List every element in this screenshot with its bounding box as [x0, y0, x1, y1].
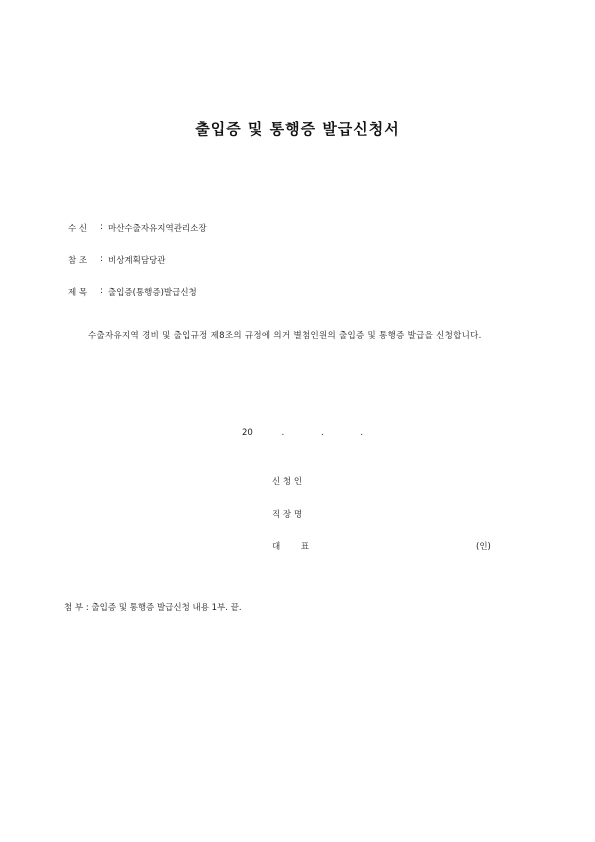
subject-colon: : — [100, 286, 103, 296]
company-name-label: 직 장 명 — [272, 510, 303, 520]
representative-label: 대 표 — [272, 542, 310, 552]
recipient-value: 마산수출자유지역관리소장 — [108, 224, 207, 234]
date-line — [242, 428, 363, 438]
applicant-label: 신 청 인 — [272, 477, 303, 487]
date-dot-year: . — [281, 428, 285, 438]
reference-value: 비상계획담당관 — [108, 256, 166, 266]
subject-label: 제 목 — [68, 288, 88, 298]
reference-colon: : — [100, 254, 103, 264]
attachment-note: 첨 부 : 출입증 및 통행증 발급신청 내용 1부. 끝. — [64, 603, 242, 613]
body-paragraph: 수출자유지역 경비 및 출입규정 제8조의 규정에 의거 별첨인원의 출입증 및 통행증 발급을 신청합니다. — [88, 331, 482, 341]
subject-value: 출입증(통행증)발급신청 — [108, 288, 197, 298]
reference-label: 참 조 — [68, 256, 88, 266]
recipient-colon: : — [100, 222, 103, 232]
seal-mark: (인) — [476, 542, 491, 552]
date-year-prefix: 20 — [242, 428, 253, 438]
document-title: 출입증 및 통행증 발급신청서 — [195, 120, 400, 138]
date-dot-day: . — [360, 428, 364, 438]
recipient-label: 수 신 — [68, 224, 88, 234]
date-dot-month: . — [320, 428, 324, 438]
